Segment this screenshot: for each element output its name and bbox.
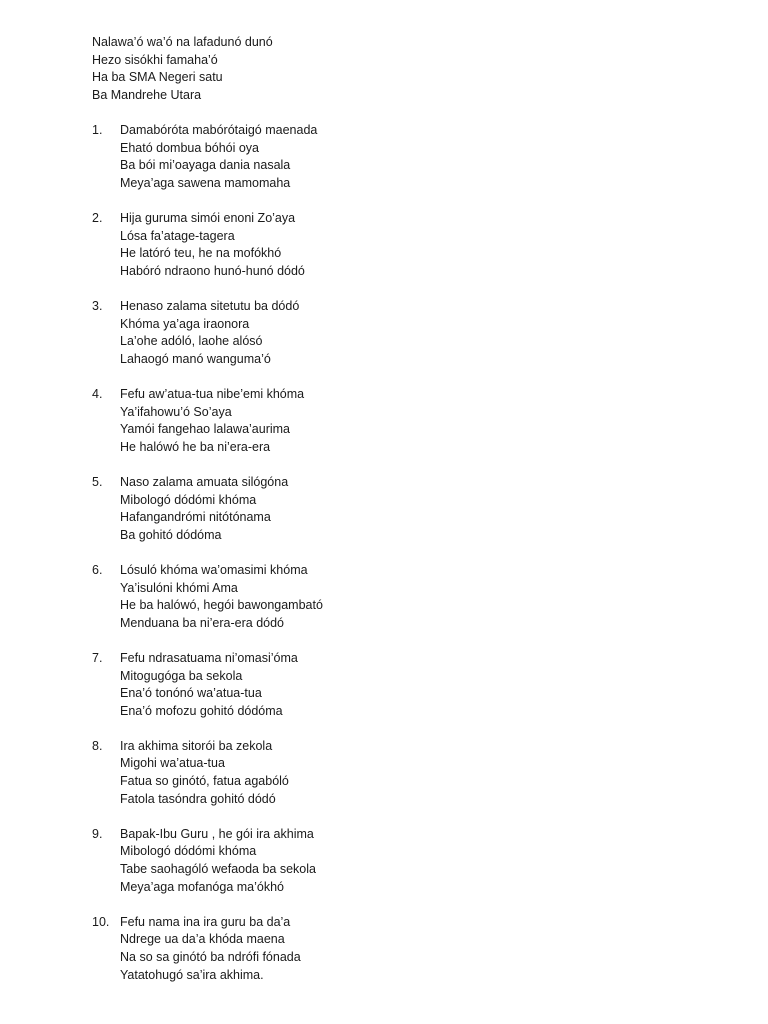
stanza-line: Bapak-Ibu Guru , he gói ira akhima bbox=[120, 826, 314, 841]
stanza-line: Ndrege ua da’a khóda maena bbox=[120, 932, 285, 947]
stanza-number: 3. bbox=[92, 298, 103, 313]
stanza-lines bbox=[120, 122, 317, 192]
stanza-lines bbox=[120, 298, 299, 368]
stanza-number: 8. bbox=[92, 738, 103, 753]
stanza-line: Meya’aga sawena mamomaha bbox=[120, 175, 291, 190]
stanza-line: Ba gohitó dódóma bbox=[120, 527, 222, 542]
stanza-line: Hija guruma simói enoni Zo’aya bbox=[120, 210, 296, 225]
stanza-line: Ba bói mi’oayaga dania nasala bbox=[120, 158, 291, 173]
stanza-line: He halówó he ba ni’era-era bbox=[120, 439, 271, 454]
stanza-line: Menduana ba ni’era-era dódó bbox=[120, 615, 285, 630]
stanza-lines bbox=[120, 210, 305, 280]
stanza-lines bbox=[120, 562, 323, 632]
stanza-line: Damabóróta mabórótaigó maenada bbox=[120, 123, 318, 137]
stanza-line: Tabe saohagóló wefaoda ba sekola bbox=[120, 862, 316, 877]
stanza-lines bbox=[120, 474, 288, 544]
stanza-line: Habóró ndraono hunó-hunó dódó bbox=[120, 263, 305, 278]
stanza-line: Fefu ndrasatuama ni’omasi’óma bbox=[120, 650, 298, 665]
stanza-line: Lahaogó manó wanguma’ó bbox=[120, 351, 271, 366]
stanza-line: Mibologó dódómi khóma bbox=[120, 844, 257, 859]
stanza-lines bbox=[120, 826, 316, 896]
stanza-number: 1. bbox=[92, 123, 103, 137]
stanza-number: 2. bbox=[92, 210, 103, 225]
stanza-line: Khóma ya’aga iraonora bbox=[120, 316, 250, 331]
stanza-line: Eható dombua bóhói oya bbox=[120, 140, 259, 155]
stanza-line: Fatua so ginótó, fatua agabóló bbox=[120, 774, 289, 789]
stanza-line: Henaso zalama sitetutu ba dódó bbox=[120, 298, 300, 313]
stanza-line: Lósa fa’atage-tagera bbox=[120, 228, 235, 243]
header-line: Hezo sisókhi famaha’ó bbox=[92, 52, 218, 67]
stanza-line: Fefu nama ina ira guru ba da’a bbox=[120, 914, 291, 929]
stanza-line: Mitogugóga ba sekola bbox=[120, 668, 243, 683]
stanza-number: 5. bbox=[92, 474, 103, 489]
stanza-line: Ena’ó tonónó wa’atua-tua bbox=[120, 686, 262, 701]
stanza-number: 9. bbox=[92, 826, 103, 841]
stanza-line: Na so sa ginótó ba ndrófi fónada bbox=[120, 950, 301, 965]
stanza-line: He ba halówó, hegói bawongambató bbox=[120, 598, 323, 613]
stanza-line: Ena’ó mofozu gohitó dódóma bbox=[120, 703, 283, 718]
stanza-line: Ira akhima sitorói ba zekola bbox=[120, 738, 273, 753]
stanza-line: Ya’ifahowu’ó So’aya bbox=[120, 404, 232, 419]
stanza-number: 4. bbox=[92, 386, 103, 401]
header-line: Nalawa’ó wa’ó na lafadunó dunó bbox=[92, 35, 273, 49]
stanza-line: Lósuló khóma wa’omasimi khóma bbox=[120, 562, 308, 577]
header-line: Ha ba SMA Negeri satu bbox=[92, 70, 223, 85]
header-line: Ba Mandrehe Utara bbox=[92, 87, 202, 102]
stanza-lines bbox=[120, 650, 298, 720]
stanza-line: La’ohe adóló, laohe alósó bbox=[120, 334, 263, 349]
stanza-number: 7. bbox=[92, 650, 103, 665]
stanza-number: 6. bbox=[92, 562, 103, 577]
stanza-line: Meya’aga mofanóga ma’ókhó bbox=[120, 879, 284, 894]
stanza-number: 10. bbox=[92, 914, 110, 929]
stanza-lines bbox=[120, 738, 289, 808]
stanza-lines bbox=[120, 386, 304, 456]
stanza-line: Hafangandrómi nitótónama bbox=[120, 510, 271, 525]
stanza-line: Yamói fangehao lalawa’aurima bbox=[120, 422, 291, 437]
poem-header bbox=[92, 34, 273, 104]
stanza-line: Fatola tasóndra gohitó dódó bbox=[120, 791, 276, 806]
stanza-line: Ya’isulóni khómi Ama bbox=[120, 580, 238, 595]
stanza-lines bbox=[120, 914, 301, 984]
stanza-line: He latóró teu, he na mofókhó bbox=[120, 246, 282, 261]
stanza-line: Mibologó dódómi khóma bbox=[120, 492, 257, 507]
stanza-line: Naso zalama amuata silógóna bbox=[120, 474, 289, 489]
stanza-line: Yatatohugó sa’ira akhima. bbox=[120, 967, 264, 982]
stanza-line: Fefu aw’atua-tua nibe’emi khóma bbox=[120, 386, 305, 401]
stanza-line: Migohi wa’atua-tua bbox=[120, 756, 225, 771]
